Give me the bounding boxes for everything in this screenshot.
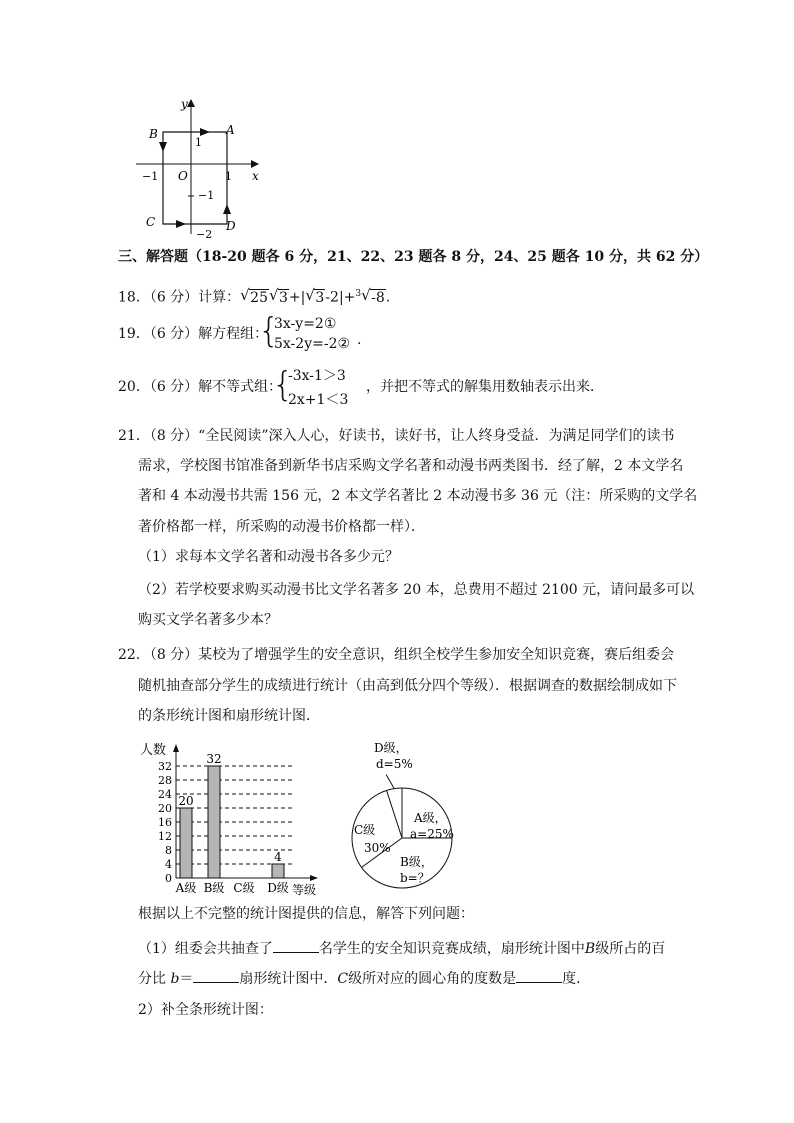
section-heading: 三、解答题（18-20 题各 6 分，21、22、23 题各 8 分，24、25 题各 10 分，共 62 分） (118, 249, 709, 265)
bar-data-label: 20 (178, 794, 194, 808)
q18-label: 18．（6 分）计算： (118, 289, 241, 306)
x-tick-1: 1 (225, 170, 232, 183)
q19-eq1: 3x-y=2① (274, 316, 337, 332)
y-tick-label: 12 (158, 830, 172, 843)
q22-line2: 随机抽查部分学生的成绩进行统计（由高到低分四个等级）．根据调查的数据绘制成如下 (138, 678, 677, 694)
cube-root-neg8: √ -8 (361, 285, 385, 306)
sqrt-25: √ 25 (240, 285, 268, 306)
y-tick-1: 1 (195, 136, 202, 149)
question-18: 18．（6 分）计算： √ 25 √ 3+| √ 3-2|+$^3$ √ -8. (118, 285, 391, 306)
point-c-label: C (146, 215, 156, 229)
y-tick-label: 32 (158, 760, 172, 773)
sqrt-3-abs: √ 3 (305, 285, 325, 306)
q21-line2: 需求，学校图书馆准备到新华书店采购文学名著和动漫书两类图书．经了解，2 本文学名 (138, 458, 684, 474)
slice-a-label-1: A级， (414, 811, 447, 825)
sqrt-3: √ 3 (269, 285, 288, 306)
x-tick-label: D级 (267, 881, 289, 895)
x-tick-label: C级 (233, 881, 255, 895)
y-tick-label: 8 (165, 844, 172, 857)
y-axis-arrow (173, 744, 179, 752)
q22-sub2: 2）补全条形统计图： (138, 1002, 273, 1018)
y-axis-label: 人数 (140, 743, 167, 758)
arrow-d-to-a (223, 204, 231, 214)
q22-sub1-line1: （1）组委会共抽查了 名学生的安全知识竞赛成绩，扇形统计图中B级所占的百 (138, 938, 665, 959)
q19-label: 19．（6 分）解方程组： (118, 326, 269, 342)
q22-line3: 的条形统计图和扇形统计图． (138, 708, 320, 724)
q20-label: 20．（6 分）解不等式组： (118, 379, 283, 395)
y-tick-label: 20 (158, 802, 172, 815)
x-tick-label: A级 (175, 881, 197, 895)
x-tick-neg1: −1 (142, 170, 159, 183)
q21-line1: 21．（8 分）“全民阅读”深入人心，好读书，读好书，让人终身受益．为满足同学们的读书 (118, 428, 675, 444)
point-a-label: A (226, 123, 235, 137)
bar-data-label: 32 (206, 752, 222, 766)
y-tick-label: 24 (158, 788, 172, 801)
bar-4 (272, 864, 284, 878)
q22-sub1-line2: 分比 b＝ 扇形统计图中．C级所对应的圆心角的度数是 度． (138, 968, 590, 989)
answer-blank-b[interactable] (193, 968, 239, 983)
q21-line4: 著价格都一样，所采购的动漫书价格都一样）． (138, 519, 425, 535)
y-tick-label: 16 (158, 816, 172, 829)
y-tick-neg1: −1 (198, 189, 215, 202)
pie-chart (338, 736, 478, 896)
arrow-b-to-c (159, 142, 167, 152)
y-tick-label: 4 (165, 858, 172, 871)
bar-1 (180, 808, 192, 878)
y-tick-label: 28 (158, 774, 172, 787)
q19-brace: { (258, 311, 280, 351)
x-axis-label: x (252, 169, 259, 183)
answer-blank-total[interactable] (273, 938, 319, 953)
q22-line1: 22．（8 分）某校为了增强学生的安全意识，组织全校学生参加安全知识竞赛，赛后组委会 (118, 647, 675, 663)
coordinate-figure (128, 92, 278, 242)
q20-ineq1: -3x-1＞3 (288, 368, 346, 384)
slice-d-leader (386, 775, 394, 789)
slice-c-label-2: 30% (364, 841, 391, 855)
x-axis-label: 等级 (292, 883, 317, 897)
q21-sub2b: 购买文学名著多少本？ (138, 612, 278, 628)
q20-ineq2: 2x+1＜3 (288, 392, 349, 408)
q20-tail: ，并把不等式的解集用数轴表示出来． (366, 379, 604, 395)
y-tick-label: 0 (165, 872, 172, 885)
answer-blank-angle[interactable] (516, 968, 562, 983)
q19-eq2: 5x-2y=-2② (274, 336, 351, 352)
slice-b-label-2: b=？ (400, 871, 430, 885)
x-axis-arrow (310, 875, 318, 881)
slice-d-label-1: D级， (374, 741, 408, 755)
slice-c-label-1: C级 (354, 823, 376, 837)
slice-b-label-1: B级， (400, 855, 433, 869)
bar-2 (208, 766, 220, 878)
bar-chart (132, 736, 328, 898)
y-axis-label: y (181, 97, 188, 111)
slice-a-label-2: a=25% (410, 827, 454, 841)
slice-d-label-2: d=5% (376, 757, 413, 771)
q21-sub1: （1）求每本文学名著和动漫书各多少元？ (138, 549, 399, 565)
q21-line3: 著和 4 本动漫书共需 156 元，2 本文学名著比 2 本动漫书多 36 元（注：所采购的文学名 (138, 488, 698, 504)
q20-brace: { (272, 365, 294, 405)
bar-data-label: 4 (274, 850, 282, 864)
q21-sub2a: （2）若学校要求购买动漫书比文学名著多 20 本，总费用不超过 2100 元，请问最多可以 (138, 582, 695, 598)
arrow-c-to-d (176, 220, 186, 228)
y-tick-neg2: −2 (196, 228, 213, 241)
x-tick-label: B级 (203, 881, 225, 895)
arrow-a-to-b (200, 128, 210, 136)
q22-after: 根据以上不完整的统计图提供的信息，解答下列问题： (138, 906, 474, 922)
point-b-label: B (149, 127, 158, 141)
origin-label: O (178, 169, 188, 183)
point-d-label: D (226, 219, 236, 233)
